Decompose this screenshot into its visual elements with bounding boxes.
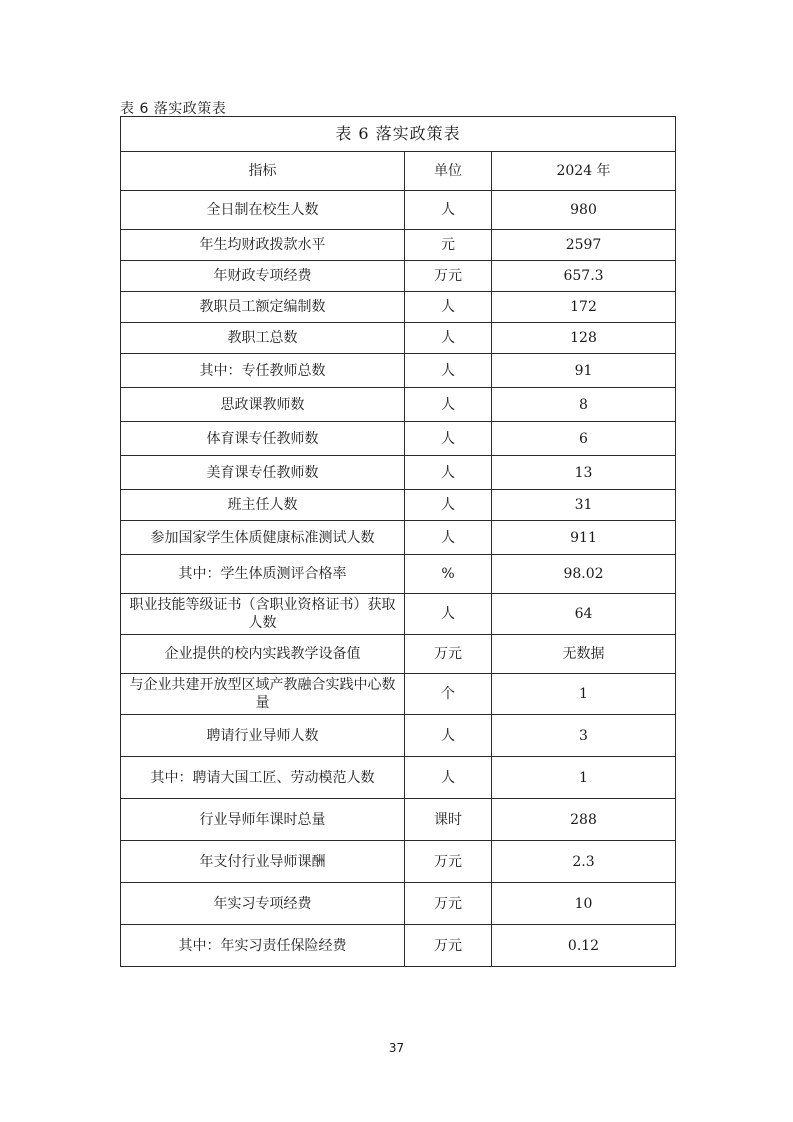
- value-cell: 3: [492, 715, 676, 757]
- table-title-row: [121, 117, 676, 152]
- table-row: [121, 925, 676, 967]
- table-row: [121, 422, 676, 456]
- unit-cell: 人: [405, 422, 492, 456]
- table-row: [121, 456, 676, 490]
- indicator-cell: 班主任人数: [121, 490, 405, 521]
- table-row: [121, 883, 676, 925]
- value-cell: 911: [492, 521, 676, 555]
- table-row: [121, 191, 676, 230]
- table-row: [121, 799, 676, 841]
- value-cell: 6: [492, 422, 676, 456]
- table-row: [121, 555, 676, 594]
- value-cell: 91: [492, 354, 676, 388]
- indicator-cell: 年财政专项经费: [121, 261, 405, 292]
- value-cell: 10: [492, 883, 676, 925]
- indicator-cell: 行业导师年课时总量: [121, 799, 405, 841]
- unit-cell: 个: [405, 674, 492, 715]
- indicator-cell: 参加国家学生体质健康标准测试人数: [121, 521, 405, 555]
- header-indicator: 指标: [121, 152, 405, 191]
- indicator-cell: 美育课专任教师数: [121, 456, 405, 490]
- unit-cell: 人: [405, 292, 492, 323]
- unit-cell: 人: [405, 388, 492, 422]
- value-cell: 2597: [492, 230, 676, 261]
- unit-cell: 人: [405, 757, 492, 799]
- table-row: [121, 388, 676, 422]
- value-cell: 13: [492, 456, 676, 490]
- value-cell: 2.3: [492, 841, 676, 883]
- table-row: [121, 594, 676, 635]
- indicator-cell: 年生均财政拨款水平: [121, 230, 405, 261]
- indicator-cell: 思政课教师数: [121, 388, 405, 422]
- unit-cell: 万元: [405, 841, 492, 883]
- table-row: [121, 261, 676, 292]
- page-number: 37: [388, 1041, 405, 1055]
- unit-cell: 元: [405, 230, 492, 261]
- table-row: [121, 635, 676, 674]
- value-cell: 64: [492, 594, 676, 635]
- unit-cell: 人: [405, 521, 492, 555]
- indicator-cell: 其中：专任教师总数: [121, 354, 405, 388]
- table-header-row: [121, 152, 676, 191]
- unit-cell: 万元: [405, 635, 492, 674]
- indicator-cell: 其中：学生体质测评合格率: [121, 555, 405, 594]
- unit-cell: 万元: [405, 883, 492, 925]
- table-caption: 表 6 落实政策表: [120, 101, 227, 117]
- value-cell: 288: [492, 799, 676, 841]
- unit-cell: 万元: [405, 261, 492, 292]
- table-row: [121, 521, 676, 555]
- indicator-cell: 年支付行业导师课酬: [121, 841, 405, 883]
- value-cell: 657.3: [492, 261, 676, 292]
- table-row: [121, 354, 676, 388]
- table-row: [121, 674, 676, 715]
- unit-cell: 万元: [405, 925, 492, 967]
- value-cell: 128: [492, 323, 676, 354]
- indicator-cell: 与企业共建开放型区域产教融合实践中心数量: [121, 674, 405, 715]
- indicator-cell: 教职工总数: [121, 323, 405, 354]
- header-year: 2024 年: [492, 152, 676, 191]
- indicator-cell: 职业技能等级证书（含职业资格证书）获取人数: [121, 594, 405, 635]
- header-unit: 单位: [405, 152, 492, 191]
- indicator-cell: 聘请行业导师人数: [121, 715, 405, 757]
- indicator-cell: 全日制在校生人数: [121, 191, 405, 230]
- indicator-cell: 企业提供的校内实践教学设备值: [121, 635, 405, 674]
- unit-cell: 课时: [405, 799, 492, 841]
- value-cell: 1: [492, 757, 676, 799]
- indicator-cell: 体育课专任教师数: [121, 422, 405, 456]
- value-cell: 172: [492, 292, 676, 323]
- unit-cell: 人: [405, 354, 492, 388]
- table-title: 表 6 落实政策表: [121, 117, 676, 152]
- value-cell: 1: [492, 674, 676, 715]
- value-cell: 无数据: [492, 635, 676, 674]
- table-row: [121, 230, 676, 261]
- value-cell: 31: [492, 490, 676, 521]
- value-cell: 0.12: [492, 925, 676, 967]
- value-cell: 980: [492, 191, 676, 230]
- unit-cell: 人: [405, 594, 492, 635]
- unit-cell: 人: [405, 191, 492, 230]
- table-row: [121, 292, 676, 323]
- unit-cell: 人: [405, 490, 492, 521]
- table-row: [121, 490, 676, 521]
- unit-cell: 人: [405, 715, 492, 757]
- table-row: [121, 323, 676, 354]
- table-row: [121, 841, 676, 883]
- value-cell: 8: [492, 388, 676, 422]
- unit-cell: 人: [405, 456, 492, 490]
- unit-cell: 人: [405, 323, 492, 354]
- indicator-cell: 其中：聘请大国工匠、劳动模范人数: [121, 757, 405, 799]
- indicator-cell: 教职员工额定编制数: [121, 292, 405, 323]
- indicator-cell: 年实习专项经费: [121, 883, 405, 925]
- policy-table: [120, 116, 676, 967]
- table-row: [121, 757, 676, 799]
- indicator-cell: 其中：年实习责任保险经费: [121, 925, 405, 967]
- value-cell: 98.02: [492, 555, 676, 594]
- unit-cell: %: [405, 555, 492, 594]
- table-row: [121, 715, 676, 757]
